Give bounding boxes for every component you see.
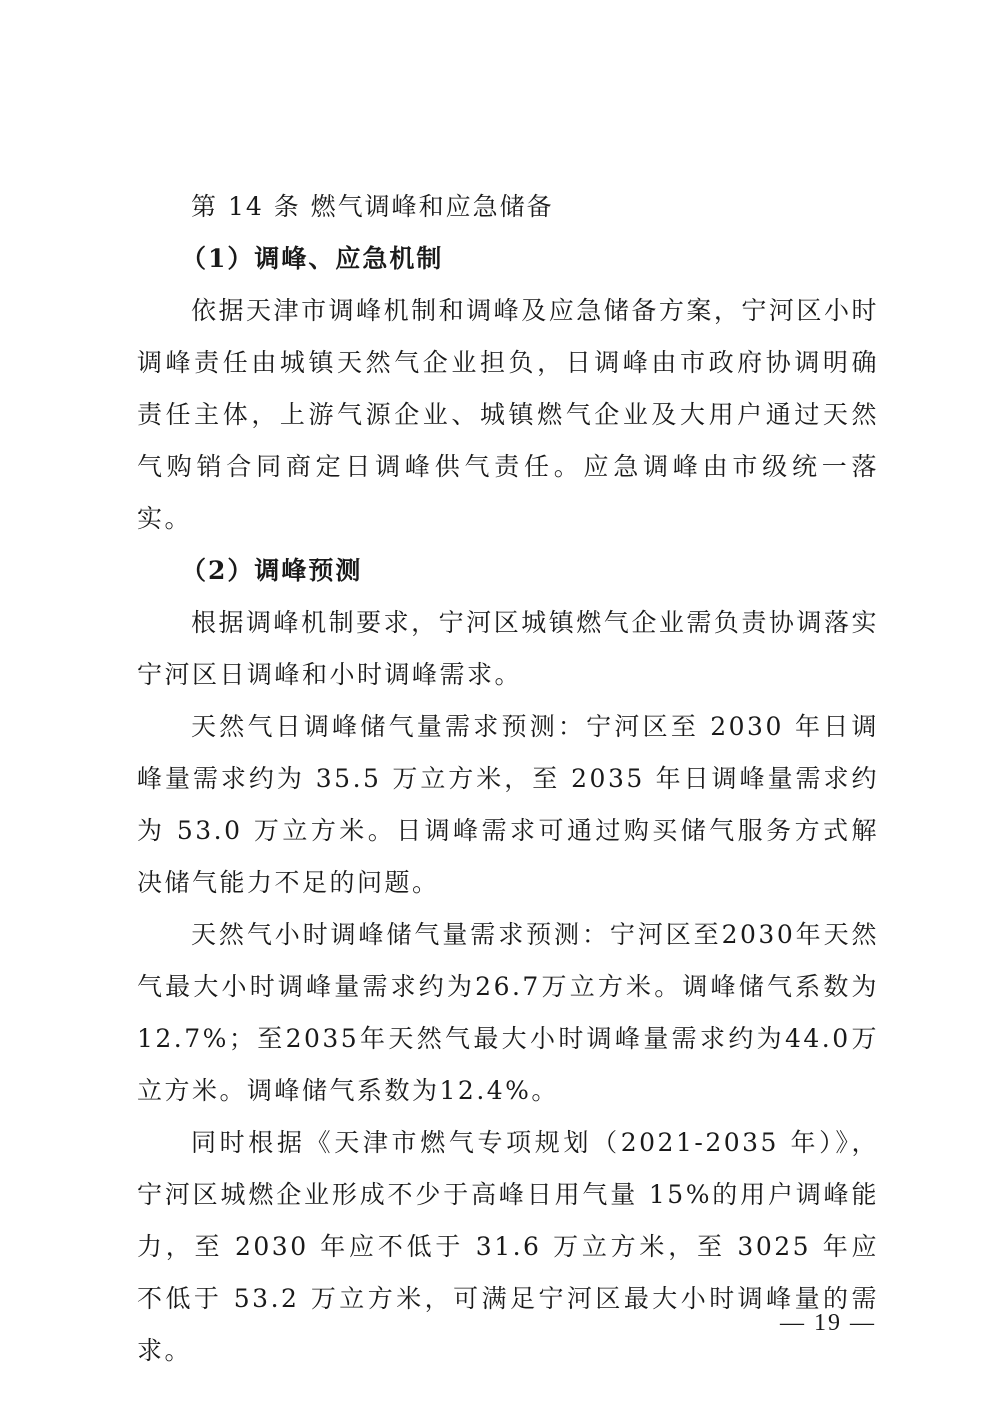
document-body [137, 181, 879, 1377]
paragraph: 根据调峰机制要求，宁河区城镇燃气企业需负责协调落实宁河区日调峰和小时调峰需求。 [137, 608, 879, 689]
page-number: — 19 — [780, 1310, 876, 1336]
paragraph: 天然气日调峰储气量需求预测：宁河区至 2030 年日调峰量需求约为 35.5 万立方米，至 2035 年日调峰量需求约为 53.0 万立方米。日调峰需求可通过购买储气服务方式解决储气能力不足的问题。 [137, 712, 879, 897]
article-title: 第 14 条 燃气调峰和应急储备 [191, 192, 554, 221]
paragraph: 天然气小时调峰储气量需求预测：宁河区至2030年天然气最大小时调峰量需求约为26.7万立方米。调峰储气系数为12.7%；至2035年天然气最大小时调峰量需求约为44.0万立方米。调峰储气系数为12.4%。 [137, 920, 880, 1105]
section-mechanism [137, 233, 879, 545]
paragraph: 依据天津市调峰机制和调峰及应急储备方案，宁河区小时调峰责任由城镇天然气企业担负，日调峰由市政府协调明确责任主体，上游气源企业、城镇燃气企业及大用户通过天然气购销合同商定日调峰供气责任。应急调峰由市级统一落实。 [137, 296, 879, 533]
paragraph: 同时根据《天津市燃气专项规划（2021-2035 年）》，宁河区城燃企业形成不少于高峰日用气量 15%的用户调峰能力，至 2030 年应不低于 31.6 万立方米，至 3025 年应不低于 53.2 万立方米，可满足宁河区最大小时调峰量的需求。 [137, 1128, 879, 1365]
section-heading: （1）调峰、应急机制 [181, 244, 444, 273]
section-forecast [137, 545, 879, 1377]
section-heading: （2）调峰预测 [181, 556, 363, 585]
